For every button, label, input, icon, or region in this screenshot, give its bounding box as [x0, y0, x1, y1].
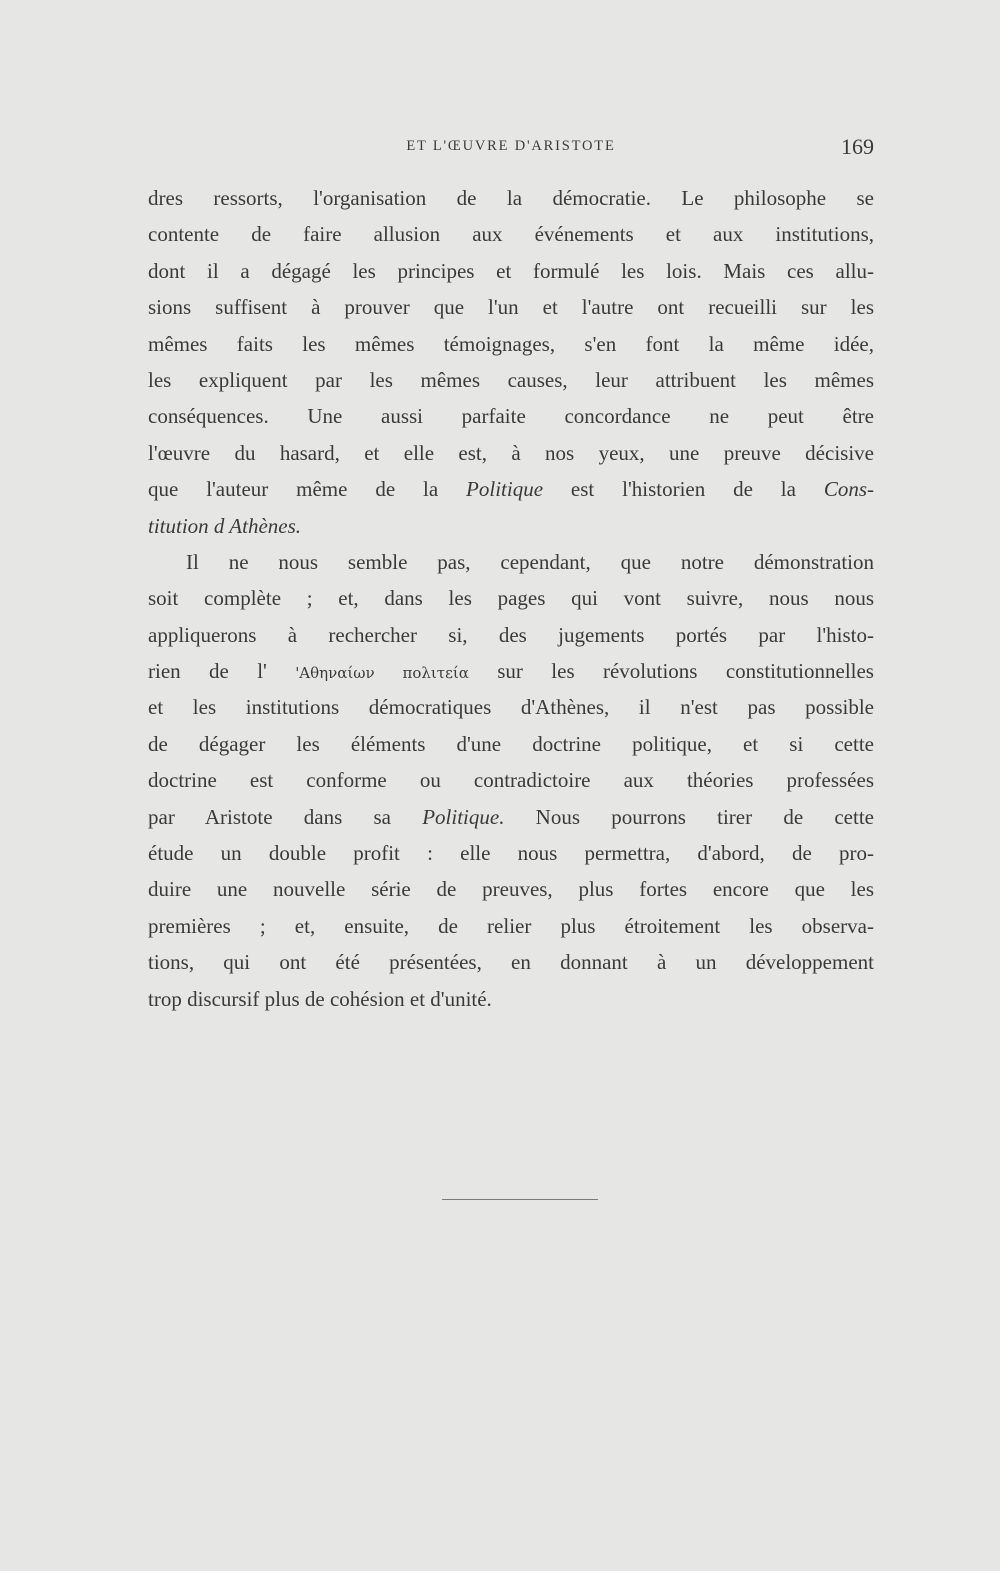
text-segment: Nous pourrons tirer de cette: [504, 804, 874, 829]
text-line: [148, 908, 874, 944]
text-line: [148, 871, 874, 907]
text-segment: rien de l': [148, 659, 296, 684]
text-line: [148, 726, 874, 762]
text-segment: l'œuvre du hasard, et elle est, à nos yeux, une preuve décisive: [148, 440, 874, 465]
text-segment: appliquerons à rechercher si, des jugements portés par l'histo-: [148, 622, 874, 647]
text-segment: conséquences. Une aussi parfaite concordance ne peut être: [148, 404, 874, 429]
text-segment: étude un double profit : elle nous permettra, d'abord, de pro-: [148, 841, 874, 866]
text-line: [148, 835, 874, 871]
text-line: [148, 435, 874, 471]
text-segment: que l'auteur même de la: [148, 477, 467, 502]
text-line: [148, 289, 874, 325]
text-segment: et les institutions démocratiques d'Athènes, il n'est pas possible: [148, 695, 874, 720]
text-line: [148, 799, 874, 835]
text-line: [148, 981, 874, 1017]
text-segment: est l'historien de la: [543, 477, 824, 502]
text-segment: dont il a dégagé les principes et formulé les lois. Mais ces allu-: [148, 258, 874, 283]
text-line: [148, 362, 874, 398]
text-line: [148, 653, 874, 689]
italic-title: Politique.: [422, 804, 505, 829]
body-text: [148, 180, 874, 1017]
text-line: [148, 762, 874, 798]
paragraph: [148, 544, 874, 1017]
text-segment: tions, qui ont été présentées, en donnant à un développement: [148, 950, 874, 975]
running-head: [148, 134, 874, 162]
running-title: ET L'ŒUVRE D'ARISTOTE: [406, 138, 616, 154]
text-line: [148, 180, 874, 216]
text-segment: dres ressorts, l'organisation de la démocratie. Le philosophe se: [148, 186, 874, 210]
page-number: 169: [841, 134, 874, 159]
text-line: [148, 944, 874, 980]
greek-title: 'Αθηναίων πολιτεία: [295, 664, 469, 683]
text-segment: trop discursif plus de cohésion et d'unité.: [148, 986, 492, 1011]
text-line: [148, 471, 874, 507]
text-line: [148, 398, 874, 434]
text-line: [148, 326, 874, 362]
text-line: [148, 216, 874, 252]
italic-title: Politique: [466, 477, 544, 502]
italic-title: titution d Athènes.: [148, 513, 302, 538]
text-segment: sions suffisent à prouver que l'un et l'autre ont recueilli sur les: [148, 295, 874, 320]
text-line: [148, 508, 874, 544]
text-segment: doctrine est conforme ou contradictoire aux théories professées: [148, 768, 874, 793]
text-segment: de dégager les éléments d'une doctrine politique, et si cette: [148, 731, 874, 756]
text-line: [148, 689, 874, 725]
text-segment: mêmes faits les mêmes témoignages, s'en font la même idée,: [148, 331, 874, 356]
text-line: [148, 544, 874, 580]
text-segment: soit complète ; et, dans les pages qui vont suivre, nous nous: [148, 586, 874, 611]
text-line: [148, 253, 874, 289]
paragraph: [148, 180, 874, 544]
text-segment: sur les révolutions constitutionnelles: [468, 659, 874, 684]
section-end-rule: [442, 1199, 598, 1200]
text-segment: premières ; et, ensuite, de relier plus étroitement les observa-: [148, 913, 874, 938]
text-segment: par Aristote dans sa: [148, 804, 423, 829]
text-segment: Il ne nous semble pas, cependant, que notre démonstration: [186, 549, 874, 574]
text-segment: duire une nouvelle série de preuves, plus fortes encore que les: [148, 877, 874, 902]
text-line: [148, 580, 874, 616]
text-segment: les expliquent par les mêmes causes, leur attribuent les mêmes: [148, 367, 874, 392]
text-line: [148, 617, 874, 653]
italic-title: Cons-: [823, 477, 874, 502]
text-segment: contente de faire allusion aux événements et aux institutions,: [148, 222, 874, 247]
